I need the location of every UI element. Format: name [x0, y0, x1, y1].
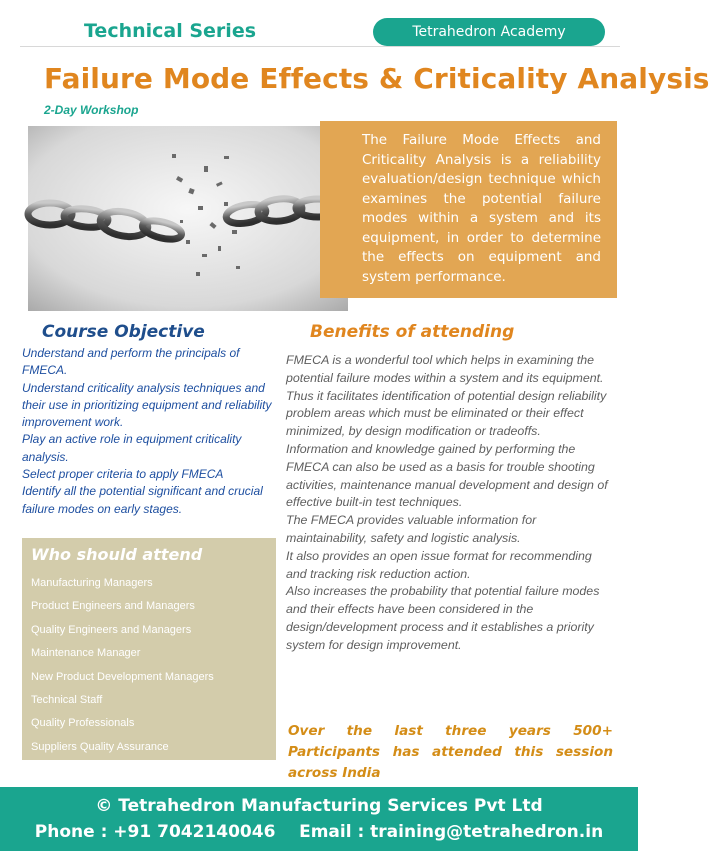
company-copyright: © Tetrahedron Manufacturing Services Pvt Ltd: [95, 796, 543, 816]
academy-badge: Tetrahedron Academy: [373, 18, 605, 46]
who-should-attend-heading: Who should attend: [31, 545, 203, 564]
course-objective-list: [22, 345, 272, 518]
intro-panel: The Failure Mode Effects and Criticality Analysis is a reliability evaluation/design technique which examines the potential failure modes within a system and its equipment, in order to determine the effects on equipment and system performance.: [320, 121, 617, 298]
header-divider: [20, 46, 620, 47]
audience-item: New Product Development Managers: [31, 670, 214, 683]
participants-highlight: Over the last three years 500+ Participants has attended this session across India: [288, 723, 613, 781]
benefits-text: [286, 352, 611, 655]
objective-item: Identify all the potential significant and crucial failure modes on early stages.: [22, 484, 263, 516]
broken-chain-image: [28, 126, 348, 311]
workshop-duration: 2-Day Workshop: [44, 103, 139, 117]
objective-item: Select proper criteria to apply FMECA: [22, 467, 224, 482]
benefit-paragraph: It also provides an open issue format for recommending and tracking risk reduction action.: [286, 548, 592, 581]
objective-item: Play an active role in equipment criticality analysis.: [22, 432, 242, 464]
benefits-heading: Benefits of attending: [310, 322, 515, 342]
audience-list: [31, 572, 214, 759]
audience-item: Product Engineers and Managers: [31, 600, 195, 613]
audience-item: Manufacturing Managers: [31, 577, 153, 589]
page-title: Failure Mode Effects & Criticality Analysis: [44, 62, 710, 95]
audience-item: Quality Professionals: [31, 717, 135, 730]
benefit-paragraph: Information and knowledge gained by performing the FMECA can also be used as a basis for trouble shooting activities, maintenance manual development and design of effective built-in test techniques.: [286, 441, 608, 510]
audience-item: Quality Engineers and Managers: [31, 623, 192, 636]
benefit-paragraph: FMECA is a wonderful tool which helps in examining the potential failure modes within a system and its equipment.: [286, 353, 604, 385]
benefit-paragraph: The FMECA provides valuable information for maintainability, safety and logistic analysis.: [286, 513, 537, 545]
series-label: Technical Series: [84, 20, 257, 42]
objective-item: Understand criticality analysis techniques and their use in prioritizing equipment and reliability improvement work.: [22, 380, 272, 430]
audience-item: Technical Staff: [31, 694, 103, 707]
objective-item: Understand and perform the principals of FMECA.: [22, 346, 240, 378]
contact-info: Phone : +91 7042140046 Email : training@tetrahedron.in: [34, 822, 604, 842]
audience-item: Suppliers Quality Assurance: [31, 740, 169, 753]
course-objective-heading: Course Objective: [42, 322, 205, 342]
benefit-paragraph: Also increases the probability that potential failure modes and their effects have been considered in the design/development process and it establishes a priority system for design improvement.: [286, 584, 600, 652]
audience-item: Maintenance Manager: [31, 647, 141, 660]
benefit-paragraph: Thus it facilitates identification of potential design reliability problem areas which must be eliminated or their effect minimized, by design modification or tradeoffs.: [286, 388, 607, 439]
